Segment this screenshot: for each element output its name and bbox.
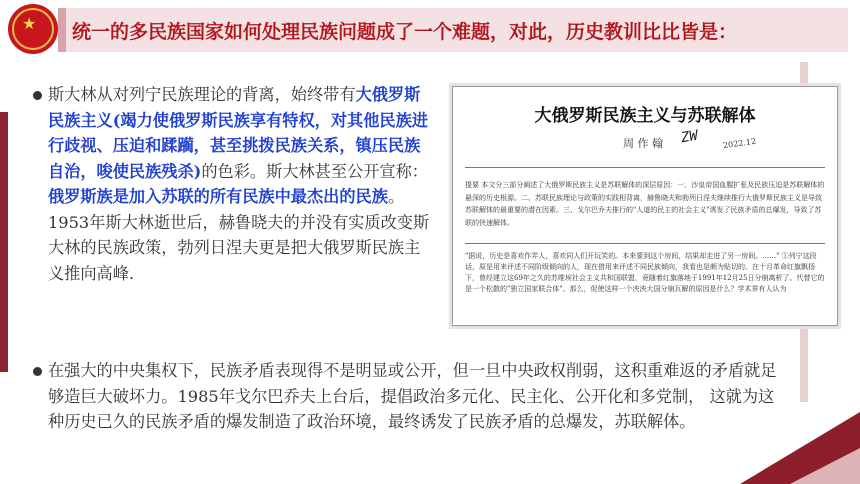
document-title: 大俄罗斯民族主义与苏联解体 (534, 106, 756, 126)
para1-highlight-2: 俄罗斯族是加入苏联的所有民族中最杰出的民族 (48, 187, 388, 206)
left-accent-band (0, 112, 8, 372)
document-rule (465, 243, 825, 244)
document-date: 2022.12 (722, 136, 757, 151)
para1-text-3: 。1953年斯大林逝世后，赫鲁晓夫的并没有实质改变斯大林的民族政策，勃列日涅夫更是把大俄罗斯民族主义推向高峰. (48, 187, 430, 283)
document-signature: ZW (679, 127, 700, 147)
para1-text-1: 斯大林从对列宁民族理论的背离，始终带有 (48, 85, 356, 104)
paragraph-stalin (48, 82, 433, 286)
decorative-triangle (790, 448, 860, 484)
national-emblem-icon: ★ (8, 4, 58, 54)
document-image (452, 86, 838, 326)
paragraph-collapse: 在强大的中央集权下，民族矛盾表现得不是明显或公开，但一旦中央政权削弱，这积重难返的矛盾就足够造巨大破坏力。1985年戈尔巴乔夫上台后，提倡政治多元化、民主化、公开化和多党制， 这就为这种历史已久的民族矛盾的爆发制造了政治环境，最终诱发了民族矛盾的总爆发，苏联解体。 (48, 361, 777, 431)
bullet-icon (33, 367, 42, 376)
document-author: 周 作 翰 (623, 137, 663, 150)
document-abstract: 提要 本文分三部分阐述了大俄罗斯民族主义是苏联解体的深层原因：一、沙皇帝国血腥扩张及民族压迫是苏联解体的悬深的历史根源。二、苏联民族理论与政策的实践相背离，赫鲁晓夫和勃列日涅夫继续推行大俄罗斯民族主义是导致苏联解体的最重要的潜在因素。三、戈尔巴乔夫推行的"人道的民主的社会主义"诱发了民族矛盾的总爆发，导致了苏联的快速解体。 (465, 181, 825, 227)
document-body: "据说，历史是喜欢作弄人，喜欢同人们开玩笑的。本来要到这个房间，结果却走进了另一房间。……" ①列宁这段话，原是用来评述不同阶级倾向的人，现在借用来评述不同民族倾向，我看也是颇为贴切的。在十月革命红旗飘扬下，曾经建立这69年之久的苏维埃社会主义共和国联盟，竟随着红旗落地于1991年12月25日分崩离析了。代替它的是一个松散的"独立国家联合体"。那么，促使这样一个泱泱大国分崩瓦解的原因是什么？学术界有人认为 (465, 252, 825, 293)
bullet-icon (33, 91, 42, 100)
para1-highlight-1: 大俄罗斯民族主义(竭力使俄罗斯民族享有特权，对其他民族进行歧视、压迫和蹂躏，甚至挑拨民族关系，镇压民族自治，唆使民族残杀) (48, 85, 428, 181)
document-rule (465, 167, 825, 168)
para1-text-2: 的色彩。斯大林甚至公开宣称： (201, 161, 428, 181)
page-title: 统一的多民族国家如何处理民族问题成了一个难题，对此，历史教训比比皆是： (72, 21, 738, 43)
